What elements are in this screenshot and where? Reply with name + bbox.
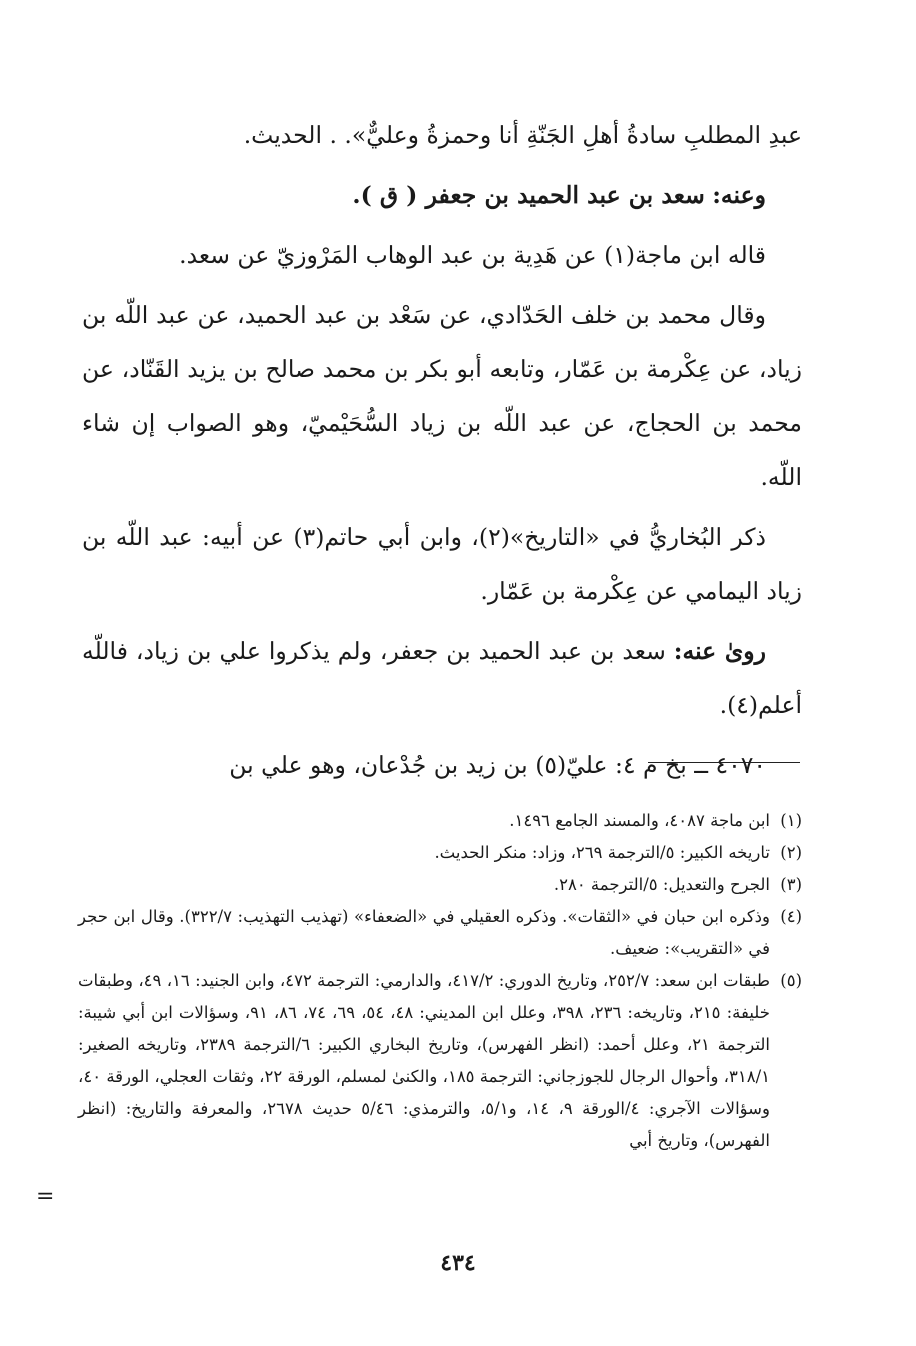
footnote-text: وذكره ابن حبان في «الثقات». وذكره العقيلي في «الضعفاء» (تهذيب التهذيب: ٣٢٢/٧). وقال ابن حجر في «التقريب»: ضعيف. (78, 907, 771, 958)
main-text (82, 108, 802, 792)
footnote-4 (78, 901, 802, 965)
paragraph-2 (82, 168, 802, 222)
footnote-text: الجرح والتعديل: ٥/الترجمة ٢٨٠. (553, 875, 770, 894)
paragraph-6-text: سعد بن عبد الحميد بن جعفر، ولم يذكروا علي بن زياد، فاللّه أعلم(٤). (82, 637, 802, 719)
footnote-number: (٤) (780, 907, 803, 926)
label-rawa-anhu: روىٰ عنه: (673, 637, 766, 665)
page-number: ٤٣٤ (440, 1250, 476, 1276)
footnote-number: (١) (780, 811, 802, 830)
footnote-text: طبقات ابن سعد: ٢٥٢/٧، وتاريخ الدوري: ٤١٧/٢، والدارمي: الترجمة ٤٧٢، وابن الجنيد: ١٦، ٤٩، وطبقات خليفة: ٢١٥، وتاريخه: ٢٣٦، ٣٩٨، وعلل ابن المديني: ٤٨، ٥٤، ٦٩، ٧٤، ٨٦، ٩١، وسؤالات ابن أبي شيبة: الترجمة ٢١، وعلل أحمد: (انظر الفهرس)، وتاريخ البخاري الكبير: ٦/الترجمة ٢٣٨٩، وتاريخه الصغير: ٣١٨/١، وأحوال الرجال للجوزجاني: الترجمة ١٨٥، والكنىٰ لمسلم، الورقة ٢٢، وثقات العجلي، الورقة ٤٠، وسؤالات الآجري: ٤/الورقة ٩، ١٤، و٥/١، والترمذي: ٥/٤٦ حديث ٢٦٧٨، والمعرفة والتاريخ: (انظر الفهرس)، وتاريخ أبي (78, 971, 771, 1150)
footnotes (78, 805, 802, 1157)
footnote-1 (78, 805, 802, 837)
paragraph-3: قاله ابن ماجة(١) عن هَدِية بن عبد الوهاب المَرْوزيّ عن سعد. (179, 241, 766, 269)
footnote-number: (٥) (780, 971, 802, 990)
footnote-3 (78, 869, 802, 901)
paragraph-6 (82, 624, 802, 732)
footnote-text: ابن ماجة ٤٠٨٧، والمسند الجامع ١٤٩٦. (509, 811, 770, 830)
paragraph-1: عبدِ المطلبِ سادةُ أهلِ الجَنّةِ أنا وحمزةُ وعليٌّ». . الحديث. (243, 121, 802, 149)
continuation-mark: = (36, 1184, 55, 1209)
footnote-separator (648, 762, 800, 763)
footnote-2 (78, 837, 802, 869)
footnote-number: (٢) (780, 843, 802, 862)
footnote-5 (78, 965, 802, 1157)
paragraph-2-text: سعد بن عبد الحميد بن جعفر ( ق ). (352, 181, 705, 209)
label-wa-anhu: وعنه: (712, 181, 766, 209)
footnote-number: (٣) (780, 875, 802, 894)
entry-heading-4070: ٤٠٧٠ ــ بخ م ٤: عليّ(٥) بن زيد بن جُدْعان، وهو علي بن (229, 751, 766, 779)
footnote-text: تاريخه الكبير: ٥/الترجمة ٢٦٩، وزاد: منكر الحديث. (434, 843, 770, 862)
paragraph-5: ذكر البُخاريُّ في «التاريخ»(٢)، وابن أبي حاتم(٣) عن أبيه: عبد اللّه بن زياد اليمامي عن عِكْرمة بن عَمّار. (82, 523, 802, 605)
paragraph-4: وقال محمد بن خلف الحَدّادي، عن سَعْد بن عبد الحميد، عن عبد اللّه بن زياد، عن عِكْرمة بن عَمّار، وتابعه أبو بكر بن محمد صالح بن يزيد القَنّاد، عن محمد بن الحجاج، عن عبد اللّه بن زياد السُّحَيْميّ، وهو الصواب إن شاء اللّه. (82, 301, 802, 491)
